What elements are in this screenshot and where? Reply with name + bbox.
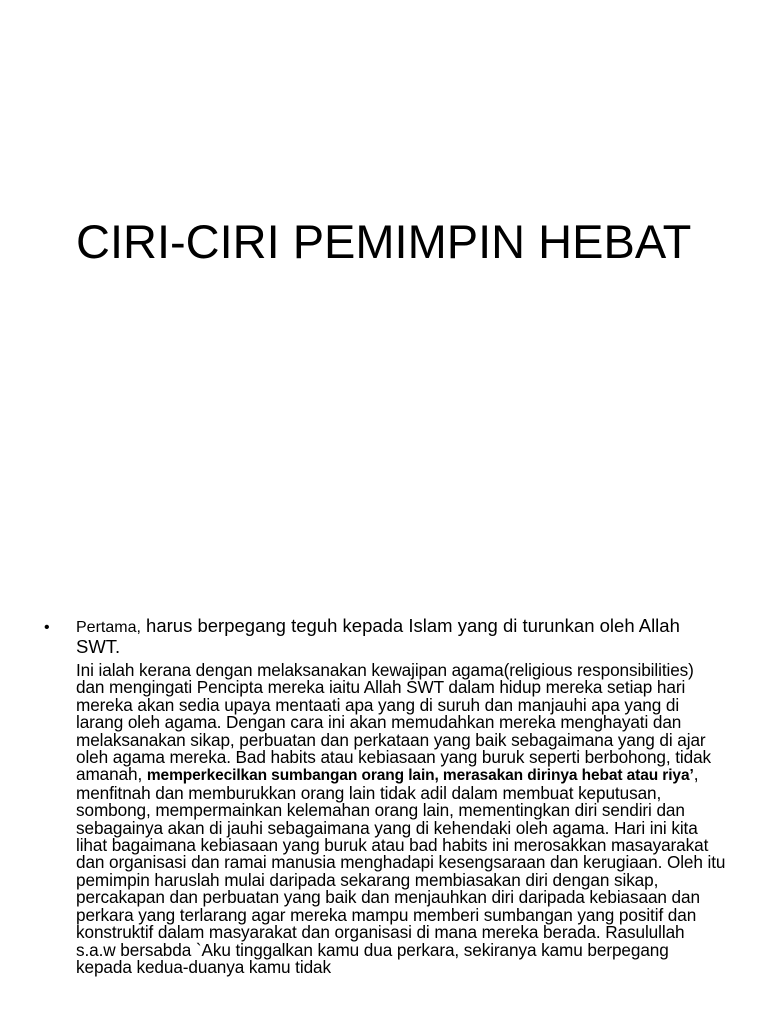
paragraph-text-part2: , menfitnah dan memburukkan orang lain tidak adil dalam membuat keputusan, sombong, mempermainkan kelemahan orang lain, mementingkan diri sendiri dan sebagainya akan di jauhi sebagaimana yang di kehendaki oleh agama. Hari ini kita lihat bagaimana kebiasaan yang buruk atau bad habits ini merosakkan masayarakat dan organisasi dan ramai manusia menghadapi kesengsaraan dan kerugiaan. Oleh itu pemimpin haruslah mulai daripada sekarang membiasakan diri dengan sikap, percakapan dan perbuatan yang baik dan menjauhkan diri daripada kebiasaan dan perkara yang terlarang agar mereka mampu memberi sumbangan yang positif dan konstruktif dalam masyarakat dan organisasi di mana mereka berada. Rasulullah s.a.w bersabda `Aku tinggalkan kamu dua perkara, sekiranya kamu berpegang kepada kedua-duanya kamu tidak xyxy=(76,764,726,977)
slide-title: CIRI-CIRI PEMIMPIN HEBAT xyxy=(76,215,692,268)
bullet-item xyxy=(0,616,768,656)
bullet-lead: Pertama, xyxy=(76,619,141,636)
body-paragraph xyxy=(76,662,726,976)
paragraph-text-part1: Ini ialah kerana dengan melaksanakan kewajipan agama(religious responsibilities) dan mengingati Pencipta mereka iaitu Allah SWT dalam hidup mereka setiap hari mereka akan sedia upaya mentaati apa yang di suruh dan manjauhi apa yang di larang oleh agama. Dengan cara ini akan memudahkan mereka menghayati dan melaksanakan sikap, perbuatan dan perkataan yang baik sebagaimana yang di ajar oleh agama mereka. Bad habits atau kebiasaan yang buruk seperti berbohong, tidak amanah, xyxy=(76,660,712,785)
bullet-dot-icon: • xyxy=(44,619,50,636)
paragraph-bold-text: memperkecilkan sumbangan orang lain, merasakan dirinya hebat atau riya’ xyxy=(146,767,694,785)
bullet-heading-text: harus berpegang teguh kepada Islam yang di turunkan oleh Allah SWT. xyxy=(76,615,680,657)
bullet-heading xyxy=(76,616,728,656)
slide-content xyxy=(0,616,768,976)
